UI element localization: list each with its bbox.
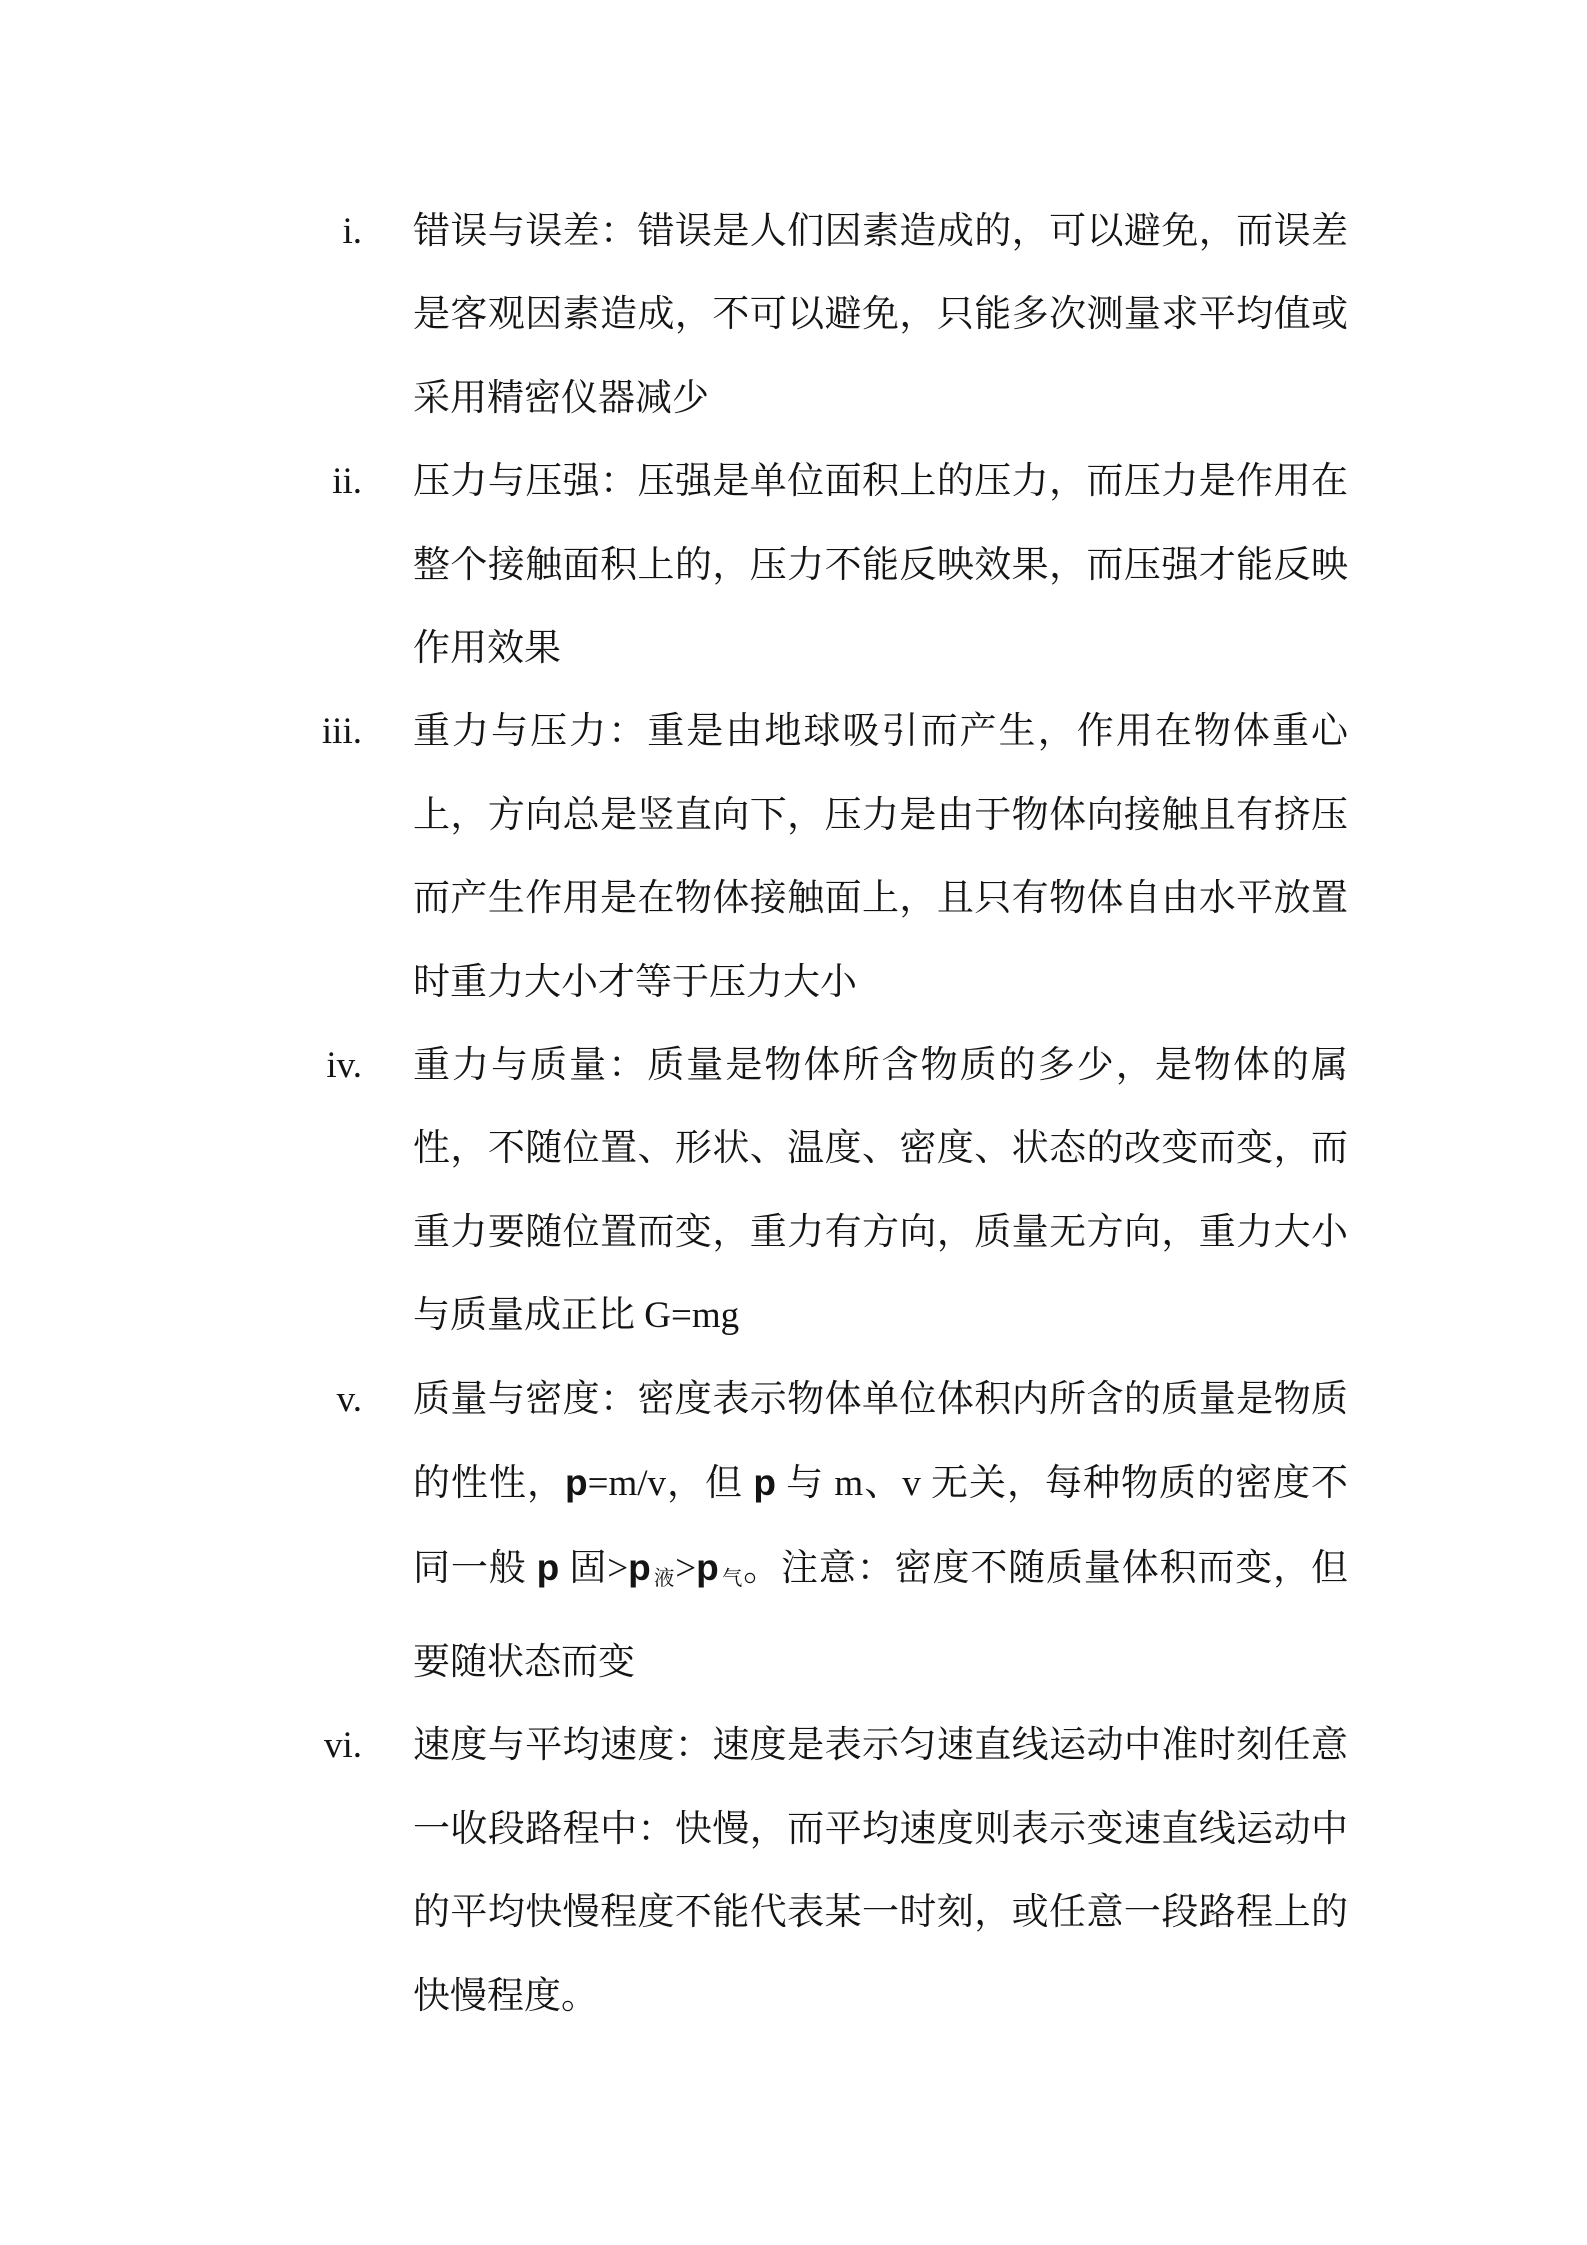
subscript-liquid: 液	[653, 1567, 676, 1590]
numbered-list	[0, 190, 1587, 2038]
item-marker: iv.	[326, 1045, 362, 1087]
item-text-segment: 与 m、v 无关，每种物质的密度不同一般	[413, 1463, 1348, 1589]
item-marker: v.	[336, 1378, 362, 1420]
item-text-segment: >	[675, 1547, 697, 1589]
list-item	[0, 1358, 1587, 1705]
rho-symbol: p	[696, 1546, 719, 1588]
rho-symbol: p	[565, 1462, 588, 1504]
list-item	[0, 690, 1587, 1024]
item-text: 重力与质量：质量是物体所含物质的多少，是物体的属性，不随位置、形状、温度、密度、状态的改变而变，而重力要随位置而变，重力有方向，质量无方向，重力大小与质量成正比 G=mg	[413, 1045, 1348, 1337]
list-item	[0, 190, 1587, 440]
item-marker: i.	[342, 211, 362, 252]
rho-symbol: p	[753, 1462, 776, 1504]
list-item	[0, 440, 1587, 690]
item-marker: ii.	[332, 461, 362, 503]
item-text	[413, 1358, 1348, 1705]
item-text: 速度与平均速度：速度是表示匀速直线运动中准时刻任意一收段路程中：快慢，而平均速度则表示变速直线运动中的平均快慢程度不能代表某一时刻，或任意一段路程上的快慢程度。	[413, 1725, 1348, 2017]
item-marker: iii.	[321, 711, 362, 753]
item-text: 压力与压强：压强是单位面积上的压力，而压力是作用在整个接触面积上的，压力不能反映效果，而压强才能反映作用效果	[413, 461, 1348, 670]
list-item	[0, 1024, 1587, 1358]
list-item	[0, 1704, 1587, 2038]
item-text-segment: 固>	[559, 1547, 629, 1589]
item-text-segment: 。注意：密度不随质量体积而变，但要随状态而变	[413, 1547, 1348, 1683]
item-text: 错误与误差：错误是人们因素造成的，可以避免，而误差是客观因素造成，不可以避免，只能多次测量求平均值或采用精密仪器减少	[413, 211, 1348, 419]
item-text-segment: =m/v，但	[587, 1463, 754, 1505]
item-marker: vi.	[323, 1725, 362, 1767]
item-text-segment: 质量与密度：密度表示物体单位体积内所含的质量是物质的性性，	[413, 1378, 1348, 1505]
item-text: 重力与压力：重是由地球吸引而产生，作用在物体重心上，方向总是竖直向下，压力是由于物体向接触且有挤压而产生作用是在物体接触面上，且只有物体自由水平放置时重力大小才等于压力大小	[413, 711, 1348, 1003]
subscript-gas: 气	[721, 1567, 744, 1590]
rho-symbol: p	[536, 1546, 560, 1588]
rho-symbol: p	[628, 1546, 651, 1588]
